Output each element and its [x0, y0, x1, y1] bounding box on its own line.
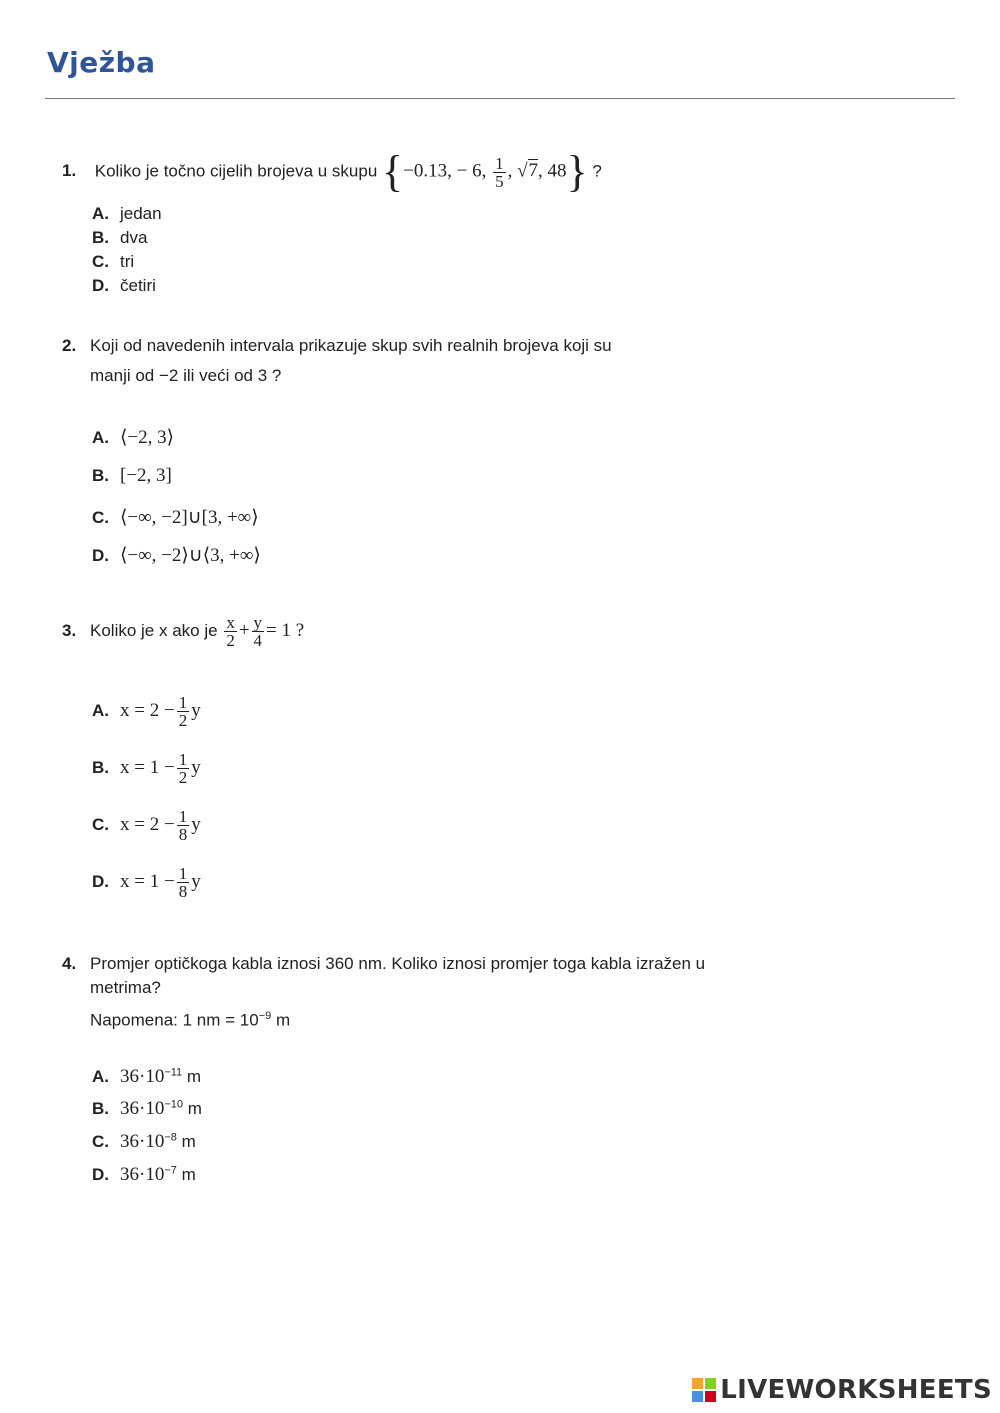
sqrt-value: 7 — [528, 160, 539, 182]
q2-option-b[interactable]: B. [−2, 3] — [92, 465, 172, 486]
q3-option-d[interactable]: D. x = 1 − $\frac{1}{8}$ y — [92, 864, 201, 901]
eq-rhs: = 1 ? — [266, 619, 305, 641]
eq-fraction-x: $\frac{x}{2}$ — [226, 613, 235, 650]
left-brace: { — [382, 147, 404, 196]
question-number: 3. — [62, 620, 77, 640]
question-1: 1. Koliko je točno cijelih brojeva u skupu {−0.13, − 6, $\frac{1}{5}$ , √7, 48} ? — [62, 147, 602, 196]
question-4 — [62, 954, 705, 974]
eq-fraction-y: $\frac{y}{4}$ — [253, 613, 263, 650]
logo-block — [692, 1378, 703, 1389]
question-2-line-2: manji od −2 ili veći od 3 ? — [90, 366, 282, 385]
logo-blocks-icon — [692, 1378, 716, 1402]
set-fraction: $\frac{1}{5}$ — [495, 153, 504, 191]
q3-option-b[interactable]: B. x = 1 − $\frac{1}{2}$ y — [92, 750, 201, 787]
question-text: Koliko je x ako je — [90, 620, 218, 640]
right-brace: } — [566, 147, 588, 196]
question-number: 1. — [62, 161, 77, 181]
set-last: , 48 — [538, 160, 567, 182]
question-number: 2. — [62, 336, 77, 355]
q1-option-c[interactable]: C. tri — [92, 252, 135, 271]
question-number: 4. — [62, 954, 77, 973]
question-end: ? — [592, 161, 602, 181]
logo-block — [705, 1378, 716, 1389]
q1-option-b[interactable]: B. dva — [92, 228, 148, 247]
q1-option-a[interactable]: A. jedan — [92, 204, 162, 223]
q2-option-a[interactable]: A. ⟨−2, 3⟩ — [92, 427, 175, 448]
logo-block — [692, 1391, 703, 1402]
question-4-line-2: metrima? — [90, 978, 161, 997]
set-items: −0.13, − 6, — [403, 160, 487, 182]
q2-option-d[interactable]: D. ⟨−∞, −2⟩∪⟨3, +∞⟩ — [92, 545, 261, 566]
question-3: 3. Koliko je x ako je $\frac{x}{2}$ + $\frac{y}{4}$ = 1 ? — [62, 613, 305, 650]
logo-block — [705, 1391, 716, 1402]
q4-option-d[interactable]: D. $36\cdot 10^{-7}$ m — [92, 1164, 196, 1185]
q3-option-a[interactable]: A. x = 2 − $\frac{1}{2}$ y — [92, 693, 201, 730]
q1-option-d[interactable]: D. četiri — [92, 276, 156, 295]
q4-option-a[interactable]: A. $36\cdot 10^{-11}$ m — [92, 1066, 202, 1087]
q2-option-c[interactable]: C. ⟨−∞, −2]∪[3, +∞⟩ — [92, 507, 259, 528]
q4-option-c[interactable]: C. $36\cdot 10^{-8}$ m — [92, 1131, 196, 1152]
page-title: Vježba — [47, 46, 156, 79]
question-2 — [62, 336, 612, 356]
liveworksheets-logo[interactable] — [692, 1375, 992, 1405]
logo-text: LIVEWORKSHEETS — [720, 1375, 992, 1405]
sqrt-symbol: √ — [517, 160, 528, 182]
title-divider — [45, 98, 955, 99]
question-4-note: Napomena: 1 nm = $10^{-9}$ m — [90, 1010, 291, 1030]
question-line-1: Promjer optičkoga kabla iznosi 360 nm. Koliko iznosi promjer toga kabla izražen u — [90, 954, 706, 973]
q4-option-b[interactable]: B. $36\cdot 10^{-10}$ m — [92, 1098, 202, 1119]
question-text: Koliko je točno cijelih brojeva u skupu — [94, 161, 378, 181]
question-line-1: Koji od navedenih intervala prikazuje skup svih realnih brojeva koji su — [90, 336, 612, 355]
q3-option-c[interactable]: C. x = 2 − $\frac{1}{8}$ y — [92, 807, 201, 844]
